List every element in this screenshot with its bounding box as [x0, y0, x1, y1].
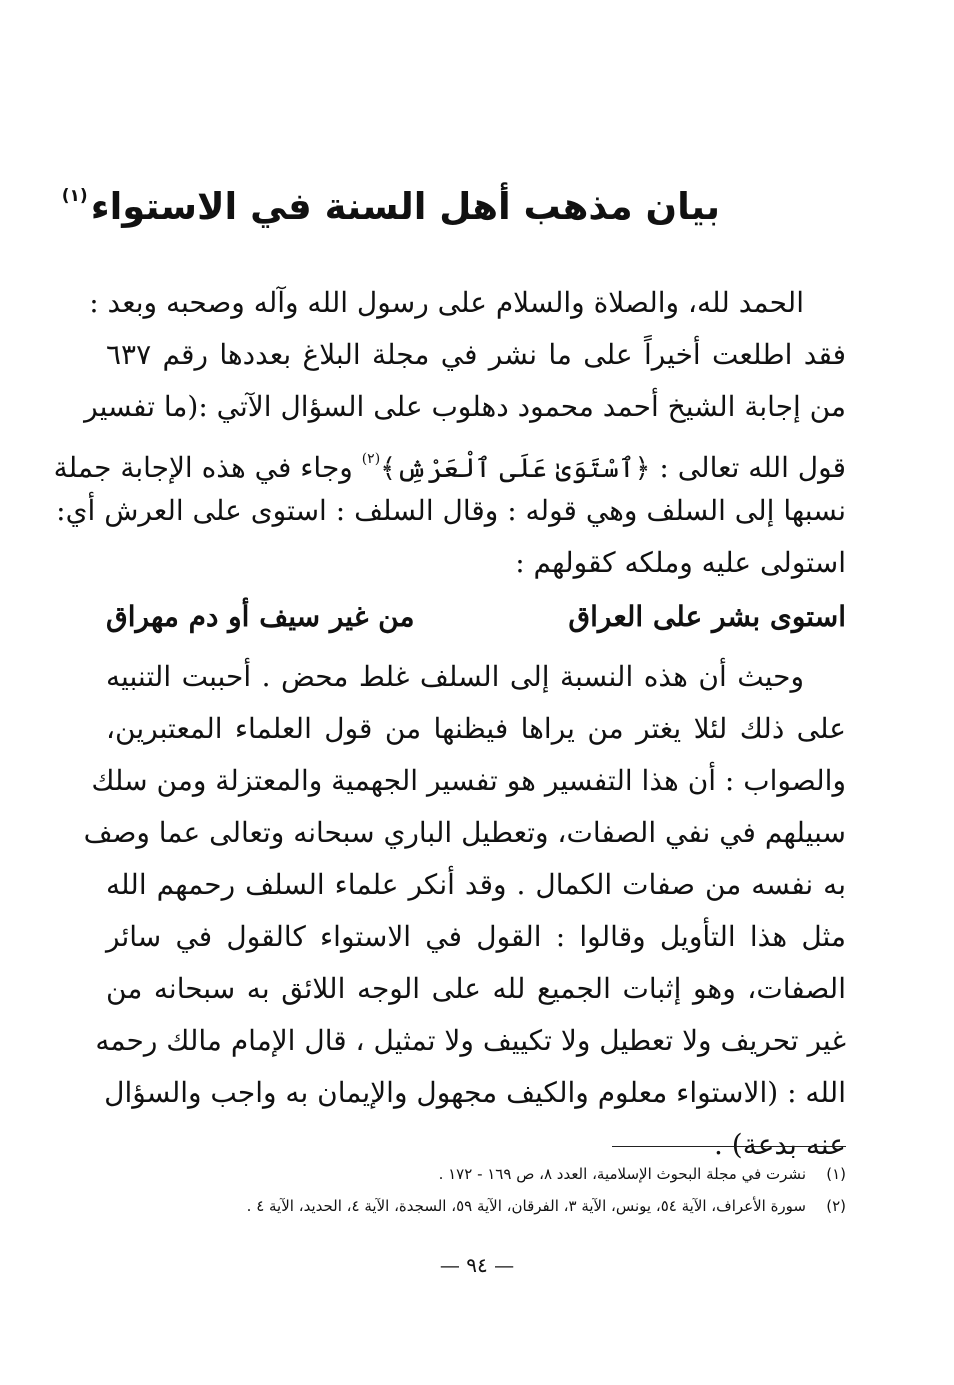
paragraph-line: الله : (الاستواء معلوم والكيف مجهول والإيمان به واجب والسؤال: [104, 1076, 846, 1109]
title-footnote-ref: (١): [61, 186, 88, 206]
paragraph-line: عنه بدعة) .: [713, 1128, 846, 1161]
page-number: — ٩٤ —: [439, 1253, 515, 1277]
footnote: [106, 1190, 846, 1222]
text-after-verse: وجاء في هذه الإجابة جملة: [53, 451, 362, 484]
paragraph-line: فقد اطلعت أخيراً على ما نشر في مجلة البلاغ بعددها رقم ٦٣٧: [106, 338, 846, 371]
paragraph-line: والصواب : أن هذا التفسير هو تفسير الجهمية والمعتزلة ومن سلك: [91, 764, 846, 797]
paragraph-line: من إجابة الشيخ أحمد محمود دهلوب على السؤال الآتي :(ما تفسير: [84, 390, 846, 423]
verse-first-hemistich: استوى بشر على العراق: [568, 600, 846, 633]
paragraph-line: الصفات، وهو إثبات الجميع لله على الوجه اللائق به سبحانه من: [106, 972, 846, 1005]
text-before-verse: قول الله تعالى :: [650, 451, 846, 484]
paragraph-line: على ذلك لئلا يغتر من يراها فيظنها من قول العلماء المعتبرين،: [106, 712, 846, 745]
verse-second-hemistich: من غير سيف أو دم مهراق: [106, 600, 415, 633]
poetry-verse: [106, 589, 846, 645]
footnotes: [106, 1158, 846, 1222]
paragraph-line: استولى عليه وملكه كقولهم :: [515, 546, 846, 579]
title-text: بيان مذهب أهل السنة في الاستواء: [90, 185, 720, 228]
paragraph-line-with-quran: [53, 433, 846, 485]
body-text: [53, 277, 846, 1171]
footnote-text: سورة الأعراف، الآية ٥٤، يونس، الآية ٣، الفرقان، الآية ٥٩، السجدة، الآية ٤، الحديد، الآية ٤ .: [246, 1197, 806, 1215]
page-title: [61, 168, 720, 235]
footnote-number: (١): [826, 1165, 846, 1183]
quran-quote: ﴿ٱسْتَوَىٰ عَلَى ٱلْعَرْشِ﴾: [380, 453, 651, 484]
paragraph-line: به نفسه من صفات الكمال . وقد أنكر علماء السلف رحمهم الله: [106, 868, 846, 901]
footnote-number: (٢): [826, 1197, 846, 1215]
paragraph-line: الحمد لله، والصلاة والسلام على رسول الله وآله وصحبه وبعد :: [89, 286, 804, 319]
footnote-ref: (٢): [361, 451, 381, 467]
footnote-divider: [612, 1146, 846, 1147]
footnote: [106, 1158, 846, 1190]
paragraph-line: مثل هذا التأويل وقالوا : القول في الاستواء كالقول في سائر: [106, 920, 846, 953]
paragraph-line: وحيث أن هذه النسبة إلى السلف غلط محض . أحببت التنبيه: [106, 660, 804, 693]
footnote-text: نشرت في مجلة البحوث الإسلامية، العدد ٨، ص ١٦٩ - ١٧٢ .: [438, 1165, 806, 1183]
paragraph-line: سبيلهم في نفي الصفات، وتعطيل الباري سبحانه وتعالى عما وصف: [83, 816, 846, 849]
paragraph-line: غير تحريف ولا تعطيل ولا تكييف ولا تمثيل ، قال الإمام مالك رحمه: [95, 1024, 846, 1057]
paragraph-line: نسبها إلى السلف وهي قوله : وقال السلف : استوى على العرش أي:: [56, 494, 846, 527]
